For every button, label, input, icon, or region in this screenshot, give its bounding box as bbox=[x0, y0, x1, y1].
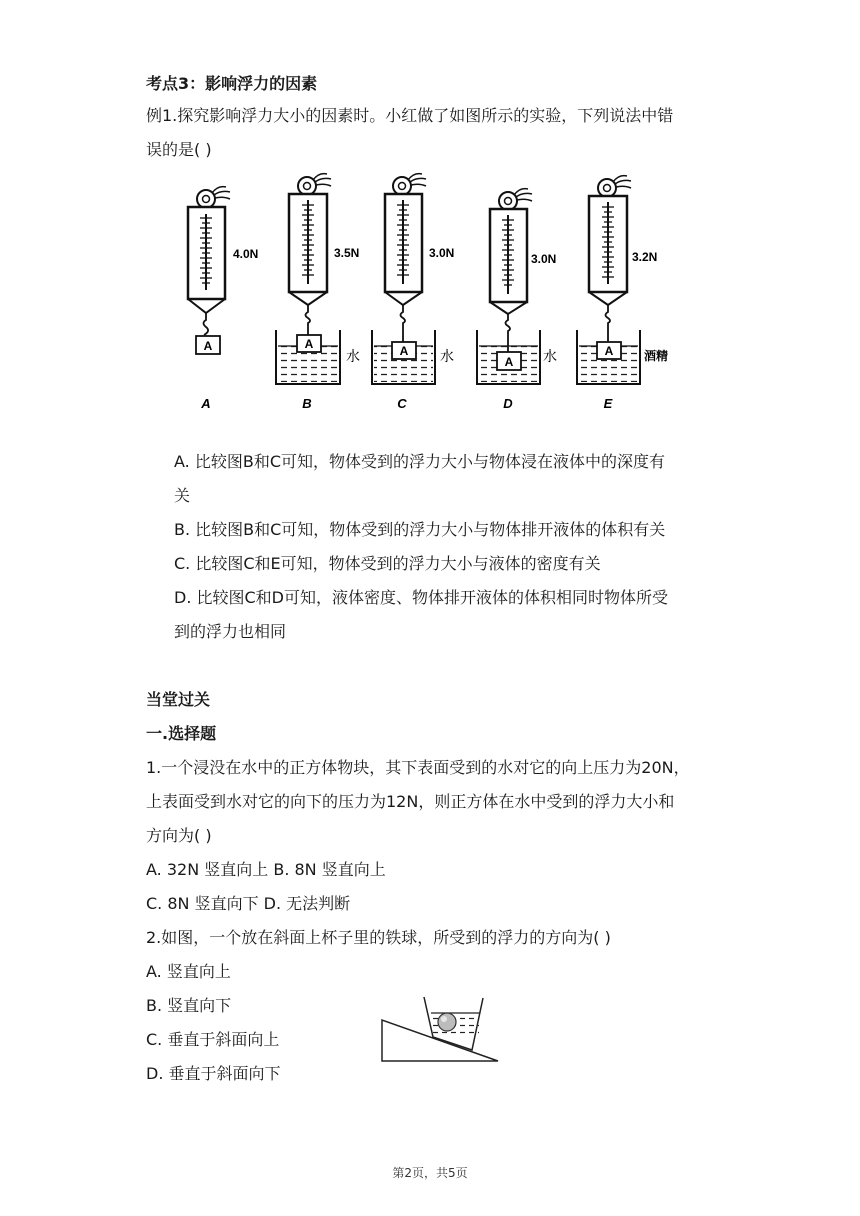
ex1-option-b: B. 比较图B和C可知，物体受到的浮力大小与物体排开液体的体积有关 bbox=[174, 520, 666, 539]
choice-heading: 一.选择题 bbox=[146, 724, 217, 743]
svg-text:3.2N: 3.2N bbox=[632, 250, 658, 264]
q2-option-d: D. 垂直于斜面向下 bbox=[146, 1064, 281, 1083]
ex1-option-a-line-2: 关 bbox=[174, 486, 191, 505]
ex1-option-d-line-1: D. 比较图C和D可知，液体密度、物体排开液体的体积相同时物体所受 bbox=[174, 588, 668, 607]
svg-text:E: E bbox=[603, 396, 613, 411]
svg-text:D: D bbox=[503, 396, 513, 411]
practice-heading: 当堂过关 bbox=[146, 690, 211, 709]
svg-text:A: A bbox=[203, 339, 213, 353]
example-line-2: 误的是( ) bbox=[146, 140, 212, 159]
svg-text:3.0N: 3.0N bbox=[531, 252, 557, 266]
q2-option-c: C. 垂直于斜面向上 bbox=[146, 1030, 280, 1049]
svg-text:A: A bbox=[201, 396, 211, 411]
iron-ball bbox=[438, 1013, 456, 1031]
svg-text:B: B bbox=[302, 396, 312, 411]
ex1-option-a-line-1: A. 比较图B和C可知，物体受到的浮力大小与物体浸在液体中的深度有 bbox=[174, 452, 665, 471]
section-heading: 考点3：影响浮力的因素 bbox=[146, 74, 318, 93]
svg-text:酒精: 酒精 bbox=[644, 349, 669, 363]
ex1-option-d-line-2: 到的浮力也相同 bbox=[174, 622, 287, 641]
q1-options-row-1: A. 32N 竖直向上 B. 8N 竖直向上 bbox=[146, 860, 386, 879]
ex1-option-c: C. 比较图C和E可知，物体受到的浮力大小与液体的密度有关 bbox=[174, 554, 601, 573]
example-line-1: 例1.探究影响浮力大小的因素时。小红做了如图所示的实验，下列说法中错 bbox=[146, 106, 674, 125]
scale-d bbox=[477, 189, 557, 411]
q1-line-1: 1.一个浸没在水中的正方体物块，其下表面受到的水对它的向上压力为20N， bbox=[146, 758, 690, 777]
page-footer: 第2页，共5页 bbox=[392, 1166, 468, 1180]
svg-text:A: A bbox=[304, 337, 314, 351]
svg-text:水: 水 bbox=[346, 348, 360, 364]
scale-e bbox=[577, 176, 668, 411]
svg-text:3.0N: 3.0N bbox=[429, 246, 455, 260]
q2-option-b: B. 竖直向下 bbox=[146, 996, 232, 1015]
scale-b bbox=[276, 174, 360, 411]
q2-option-a: A. 竖直向上 bbox=[146, 962, 231, 981]
svg-text:A: A bbox=[399, 344, 409, 358]
q1-line-2: 上表面受到水对它的向下的压力为12N，则正方体在水中受到的浮力大小和 bbox=[146, 792, 675, 811]
svg-text:水: 水 bbox=[440, 348, 454, 364]
svg-text:A: A bbox=[604, 344, 614, 358]
svg-text:A: A bbox=[504, 355, 514, 369]
svg-text:水: 水 bbox=[543, 348, 557, 364]
svg-text:3.5N: 3.5N bbox=[334, 246, 360, 260]
spring-scale-figure bbox=[185, 170, 685, 415]
q1-line-3: 方向为( ) bbox=[146, 826, 212, 845]
q2-stem: 2.如图，一个放在斜面上杯子里的铁球，所受到的浮力的方向为( ) bbox=[146, 928, 611, 947]
svg-text:C: C bbox=[397, 396, 407, 411]
scale-c bbox=[372, 174, 454, 411]
incline-cup-figure bbox=[378, 985, 504, 1065]
q1-options-row-2: C. 8N 竖直向下 D. 无法判断 bbox=[146, 894, 351, 913]
scale-a bbox=[188, 187, 258, 411]
svg-text:4.0N: 4.0N bbox=[233, 247, 259, 261]
